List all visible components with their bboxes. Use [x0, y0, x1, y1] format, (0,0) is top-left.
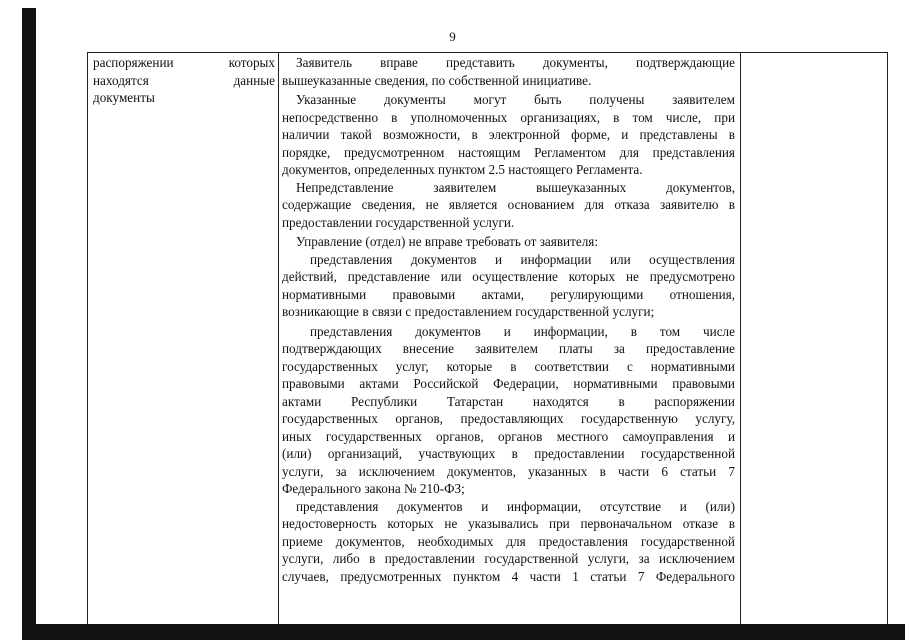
- text-line: представления документов и информации или осуществления: [310, 251, 735, 267]
- paragraph: [282, 179, 735, 232]
- column-divider-right: [740, 52, 741, 625]
- paragraph: [282, 54, 735, 89]
- paragraph: [282, 498, 735, 586]
- text-line: предоставлении государственной услуги.: [282, 214, 515, 230]
- text-line: подтверждающих внесение заявителем платы за предоставление: [282, 341, 735, 356]
- text-line: представления документов и информации, отсутствие и (или): [296, 498, 735, 514]
- paragraph: [282, 233, 735, 251]
- scan-border-left: [22, 8, 36, 630]
- left-line: находятся данные: [93, 72, 275, 88]
- text-line: государственных органов, предоставляющих государственную услугу,: [282, 411, 735, 426]
- text-line: непосредственно в уполномоченных организациях, в том числе, при: [282, 109, 735, 125]
- left-line: документы: [93, 90, 155, 105]
- text-line: Непредставление заявителем вышеуказанных документов,: [296, 179, 735, 195]
- main-column-cell: [282, 54, 735, 585]
- column-divider-left: [278, 52, 279, 625]
- text-line: Управление (отдел) не вправе требовать от заявителя:: [296, 234, 599, 249]
- paragraph: [282, 251, 735, 321]
- text-line: государственных услуг, которые в соответствии с нормативными: [282, 358, 735, 374]
- text-line: Заявитель вправе представить документы, подтверждающие: [296, 55, 735, 70]
- paragraph: [282, 91, 735, 179]
- text-line: услуги, либо в предоставлении государственной услуги, за исключением: [282, 551, 735, 566]
- text-line: (или) организаций, участвующих в предоставлении государственной: [282, 446, 735, 461]
- text-line: Федерального закона № 210-ФЗ;: [282, 481, 465, 496]
- text-line: иных государственных органов, органов местного самоуправления и: [282, 428, 735, 444]
- page-number: 9: [449, 29, 456, 44]
- text-line: возникающие в связи с предоставлением государственной услуги;: [282, 304, 655, 319]
- text-line: актами Республики Татарстан находятся в распоряжении: [282, 393, 735, 409]
- text-line: недостоверность которых не указывались при первоначальном отказе в: [282, 516, 735, 531]
- paragraph: [282, 323, 735, 498]
- text-line: правовыми актами Российской Федерации, нормативными правовыми: [282, 376, 735, 391]
- text-line: нормативными правовыми актами, регулирующими отношения,: [282, 286, 735, 302]
- text-line: приеме документов, необходимых для предоставления государственной: [282, 533, 735, 549]
- text-line: действий, представление или осуществление которых не предусмотрено: [282, 269, 735, 284]
- scan-border-bottom: [22, 624, 905, 640]
- text-line: наличии такой возможности, в электронной форме, и представлены в: [282, 127, 735, 142]
- text-line: случаев, предусмотренных пунктом 4 части 1 статьи 7 Федерального: [282, 568, 735, 584]
- text-line: вышеуказанные сведения, по собственной инициативе.: [282, 72, 592, 88]
- text-line: порядке, предусмотренном настоящим Регламентом для представления: [282, 144, 735, 160]
- text-line: документов, определенных пунктом 2.5 настоящего Регламента.: [282, 162, 643, 177]
- text-line: представления документов и информации, в том числе: [310, 323, 735, 339]
- text-line: услуги, за исключением документов, указанных в части 6 статьи 7: [282, 463, 735, 479]
- text-line: содержащие сведения, не является основанием для отказа заявителю в: [282, 197, 735, 212]
- text-line: Указанные документы могут быть получены заявителем: [296, 92, 735, 107]
- left-line: распоряжении которых: [93, 55, 275, 70]
- left-column-cell: [93, 54, 275, 107]
